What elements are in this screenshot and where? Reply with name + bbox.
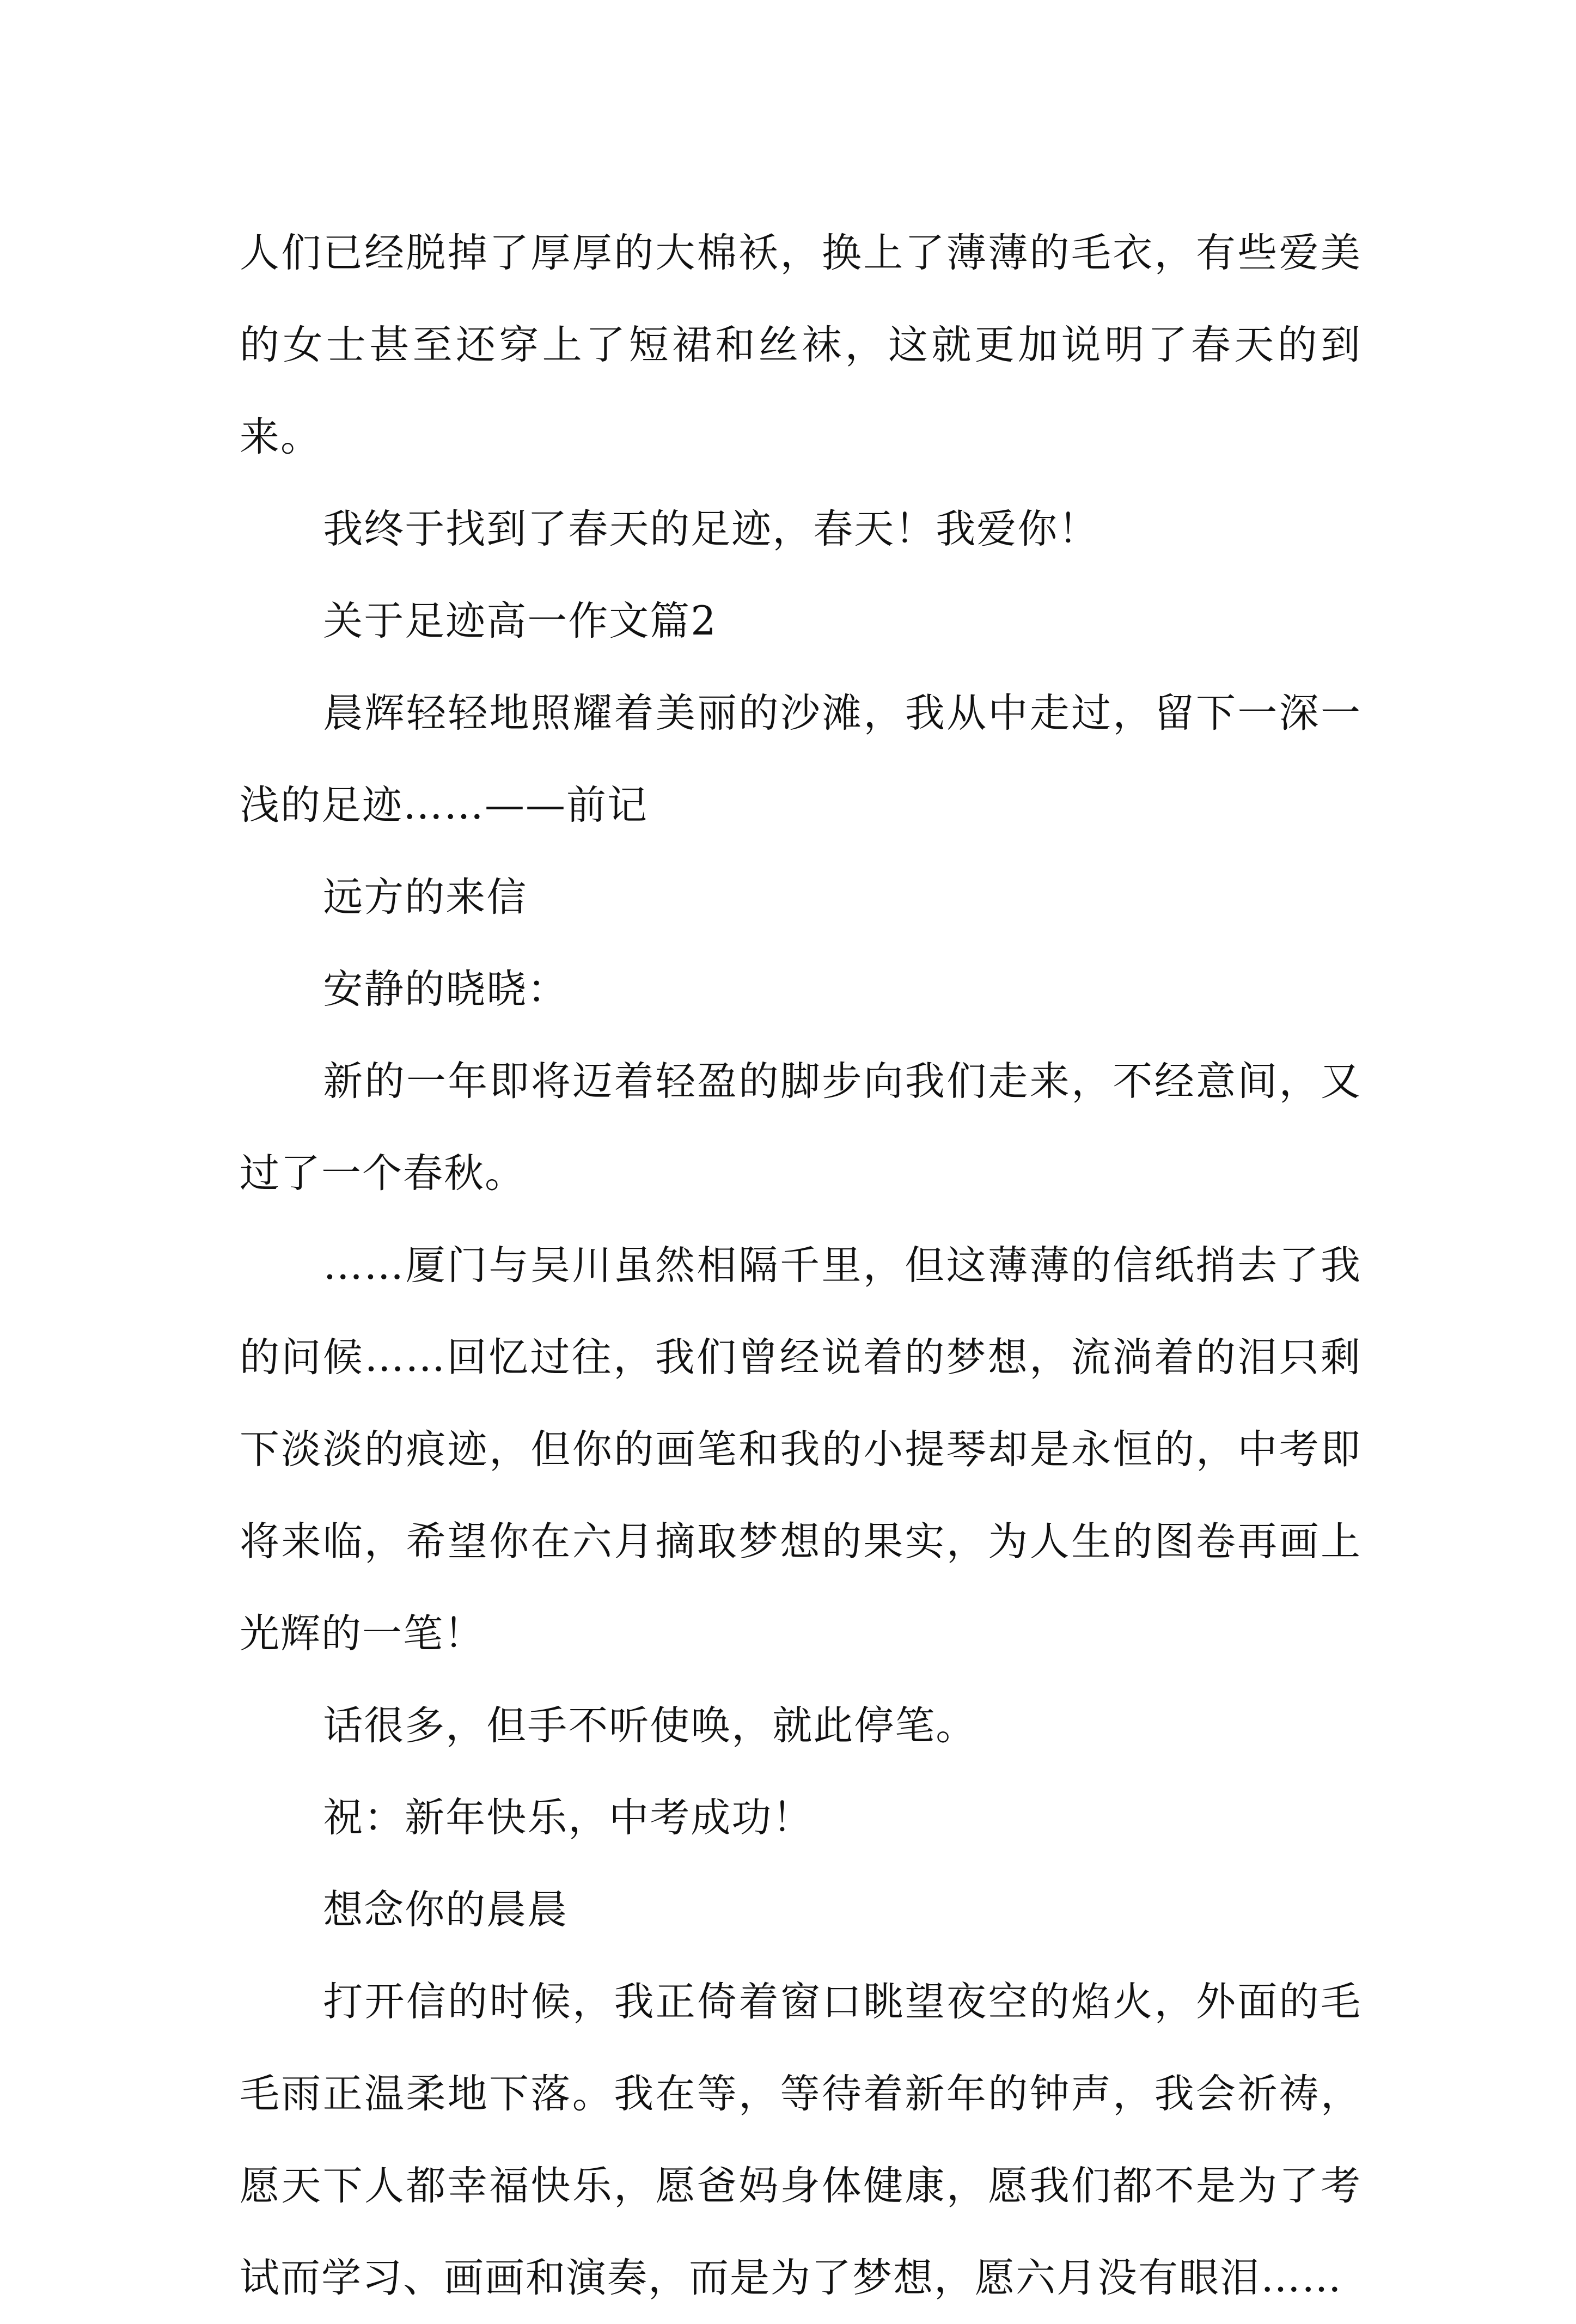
letter-salutation: 安静的晓晓： <box>323 966 569 1012</box>
paragraph-preface: 晨辉轻轻地照耀着美丽的沙滩，我从中走过，留下一深一浅的足迹……——前记 <box>240 690 1361 828</box>
section-heading: 关于足迹高一作文篇2 <box>323 598 717 644</box>
paragraph-found-spring: 我终于找到了春天的足迹，春天！我爱你！ <box>323 506 1099 552</box>
letter-title: 远方的来信 <box>323 874 528 920</box>
letter-wishes: 祝：新年快乐，中考成功！ <box>323 1795 814 1841</box>
paragraph-reply: 打开信的时候，我正倚着窗口眺望夜空的焰火，外面的毛毛雨正温柔地下落。我在等，等待着新年的钟声，我会祈祷，愿天下人都幸福快乐，愿爸妈身体健康，愿我们都不是为了考试而学习、画画和演奏，而是为了梦想，愿六月没有眼泪…… <box>240 1979 1361 2301</box>
document-body <box>240 207 1361 2324</box>
letter-paragraph-memories: ……厦门与吴川虽然相隔千里，但这薄薄的信纸捎去了我的问候……回忆过往，我们曾经说着的梦想，流淌着的泪只剩下淡淡的痕迹，但你的画笔和我的小提琴却是永恒的，中考即将来临，希望你在六月摘取梦想的果实，为人生的图卷再画上光辉的一笔！ <box>240 1242 1361 1657</box>
paragraph-spring-clothing: 人们已经脱掉了厚厚的大棉袄，换上了薄薄的毛衣，有些爱美的女士甚至还穿上了短裙和丝袜，这就更加说明了春天的到来。 <box>240 230 1361 460</box>
letter-paragraph-closing: 话很多，但手不听使唤，就此停笔。 <box>323 1703 977 1749</box>
letter-paragraph-new-year: 新的一年即将迈着轻盈的脚步向我们走来，不经意间，又过了一个春秋。 <box>240 1058 1361 1197</box>
letter-signature: 想念你的晨晨 <box>323 1887 569 1933</box>
